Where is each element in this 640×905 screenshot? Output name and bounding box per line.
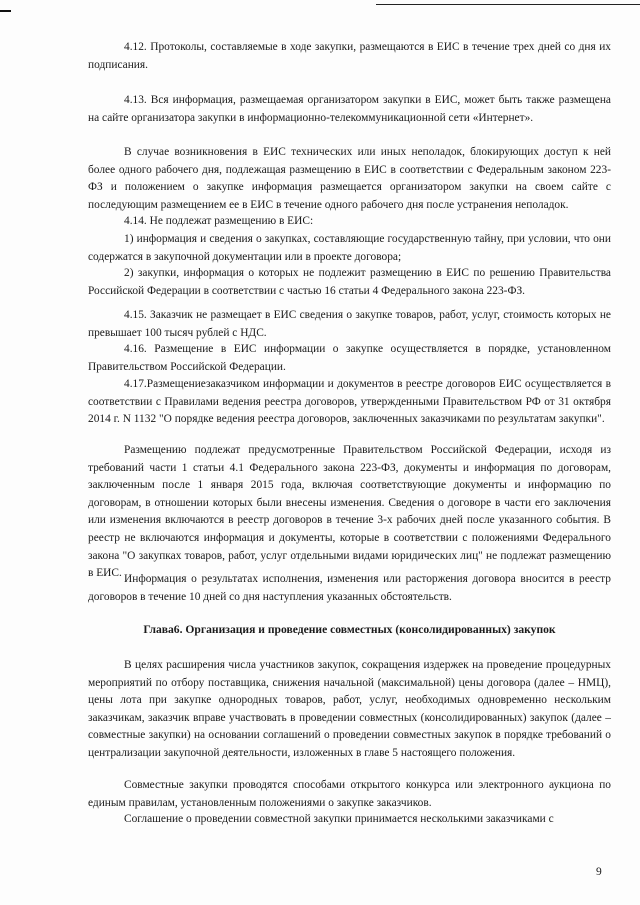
paragraph-4-12: 4.12. Протоколы, составляемые в ходе закупки, размещаются в ЕИС в течение трех дней со дня их подписания.: [88, 41, 611, 71]
chapter-6-heading: Глава6. Организация и проведение совместных (консолидированных) закупок: [143, 623, 556, 636]
scan-mark-top: [376, 4, 640, 5]
list-item-2: 2) закупки, информация о которых не подлежит размещению в ЕИС по решению Правительства Российской Федерации в соответствии с частью 16 статьи 4 Федерального закона 223-ФЗ.: [88, 267, 611, 297]
paragraph-results: Информация о результатах исполнения, изменения или расторжения договора вносится в реестр договоров в течение 10 дней со дня наступления указанных обстоятельств.: [88, 573, 611, 603]
paragraph-joint-purchases: В целях расширения числа участников закупок, сокращения издержек на проведение процедурных мероприятий по отбору поставщика, снижения начальной (максимальной) цены договора (далее – НМЦ), цены лота при закупке однородных товаров, работ, услуг, необходимых одновременно нескольким заказчикам, заказчик вправе участвовать в проведении совместных (консолидированных) закупок (далее – совместные закупки) на основании соглашений о проведении совместных закупок в порядке требований о централизации закупочной деятельности, изложенных в главе 5 настоящего положения.: [88, 659, 611, 759]
scan-mark-left: [0, 10, 11, 12]
list-item-1: 1) информация и сведения о закупках, составляющие государственную тайну, при условии, что они содержатся в закупочной документации или в проекте договора;: [88, 233, 611, 263]
paragraph-joint-methods: Совместные закупки проводятся способами открытого конкурса или электронного аукциона по единым правилам, установленным положениями о закупке заказчиков.: [88, 779, 611, 809]
paragraph-4-16: 4.16. Размещение в ЕИС информации о закупке осуществляется в порядке, установленном Правительством Российской Федерации.: [88, 343, 611, 373]
page-number: 9: [596, 866, 602, 878]
paragraph-agreement: Соглашение о проведении совместной закупки принимается несколькими заказчиками с: [124, 813, 554, 825]
paragraph-4-15: 4.15. Заказчик не размещает в ЕИС сведения о закупке товаров, работ, услуг, стоимость которых не превышает 100 тысяч рублей с НДС.: [88, 309, 611, 339]
paragraph-4-13: 4.13. Вся информация, размещаемая организатором закупки в ЕИС, может быть также размещена на сайте организатора закупки в информационно-телекоммуникационной сети «Интернет».: [88, 94, 611, 124]
paragraph-4-17: 4.17.Размещениезаказчиком информации и документов в реестре договоров ЕИС осуществляется в соответствии с Правилами ведения реестра договоров, утвержденными Правительством РФ от 31 октября 2014 г. N 1132 "О порядке ведения реестра договоров, заключенных заказчиками по результатам закупки".: [88, 378, 611, 426]
paragraph-registry: Размещению подлежат предусмотренные Правительством Российской Федерации, исходя из требований части 1 статьи 4.1 Федерального закона 223-ФЗ, документы и информация по договорам, заключенным после 1 января 2015 года, включая соответствующие документы и информацию по договорам, в отношении которых были внесены изменения. Сведения о договоре в части его заключения или изменения включаются в реестр договоров в течение 3-х рабочих дней после указанного события. В реестр не включаются информация и документы, которые в соответствии с положениями Федерального закона "О закупках товаров, работ, услуг отдельными видами юридических лиц" не подлежат размещению в ЕИС.: [88, 444, 611, 580]
paragraph-eis-failure: В случае возникновения в ЕИС технических или иных неполадок, блокирующих доступ к ней более одного рабочего дня, подлежащая размещению в ЕИС в соответствии с Федеральным законом 223-ФЗ и положением о закупке информация размещается организатором закупки на своем сайте с последующим размещением ее в ЕИС в течение одного рабочего дня после устранения неполадок.: [88, 146, 611, 211]
paragraph-4-14: 4.14. Не подлежат размещению в ЕИС:: [124, 215, 314, 227]
